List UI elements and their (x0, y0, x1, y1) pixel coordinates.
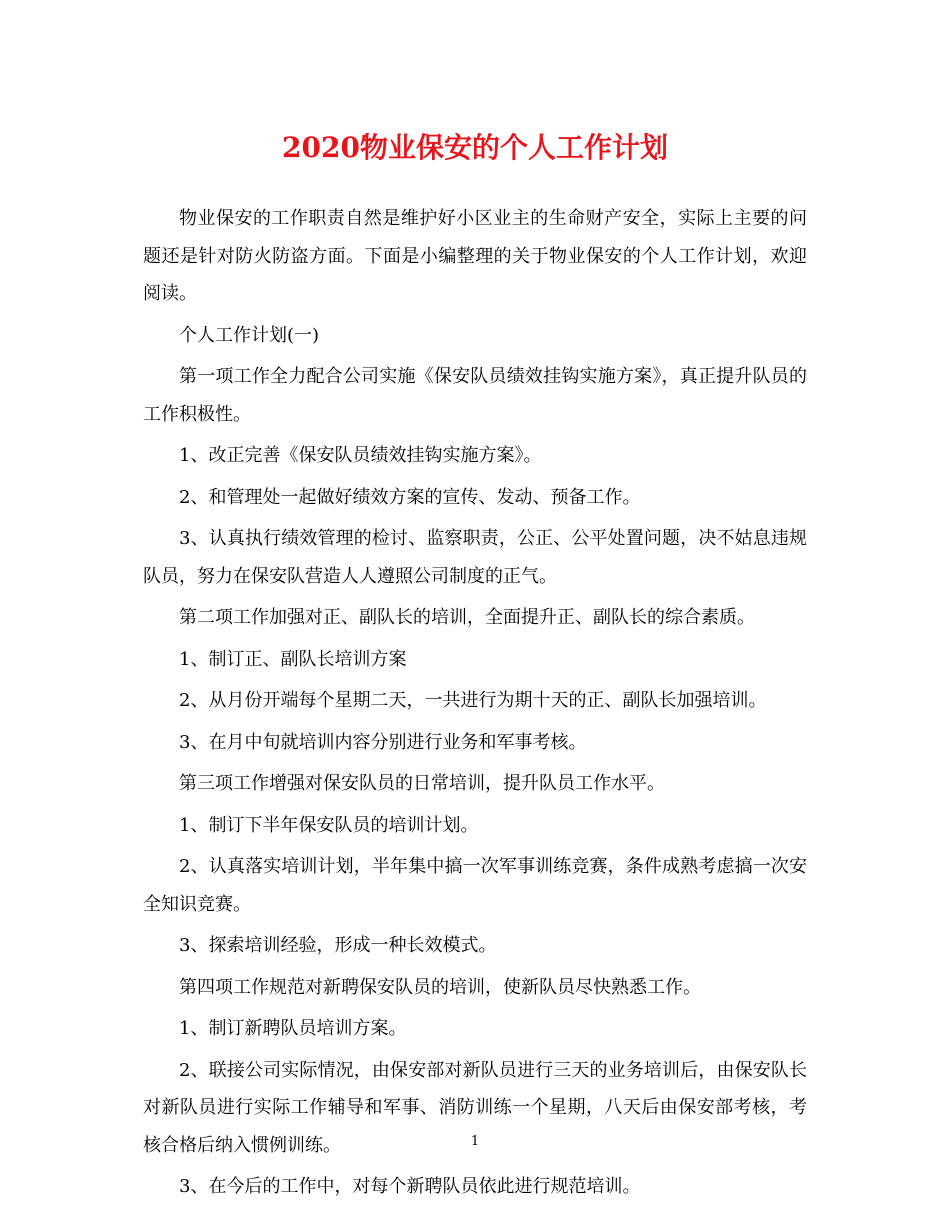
list-item: 1、制订下半年保安队员的培训计划。 (179, 814, 479, 836)
document-title: 2020物业保安的个人工作计划 (282, 131, 668, 164)
list-item: 2、联接公司实际情况，由保安部对新队员进行三天的业务培训后，由保安队长对新队员进行实际工作辅导和军事、消防训练一个星期，八天后由保安部考核，考核合格后纳入惯例训练。 (143, 1059, 807, 1156)
list-item: 2、和管理处一起做好绩效方案的宣传、发动、预备工作。 (179, 486, 641, 508)
list-item: 2、认真落实培训计划，半年集中搞一次军事训练竞赛，条件成熟考虑搞一次安全知识竞赛。 (143, 856, 807, 915)
list-item: 3、探索培训经验，形成一种长效模式。 (179, 935, 497, 956)
paragraph-item-1: 第一项工作全力配合公司实施《保安队员绩效挂钩实施方案》，真正提升队员的工作积极性。 (143, 366, 807, 425)
list-item: 3、在今后的工作中，对每个新聘队员依此进行规范培训。 (179, 1176, 641, 1197)
list-item: 3、在月中旬就培训内容分别进行业务和军事考核。 (179, 731, 587, 753)
list-item: 2、从月份开端每个星期二天，一共进行为期十天的正、副队长加强培训。 (179, 690, 767, 711)
list-item: 3、认真执行绩效管理的检讨、监察职责，公正、公平处置问题，决不姑息违规队员，努力在保安队营造人人遵照公司制度的正气。 (143, 528, 807, 587)
document-body (143, 200, 807, 1210)
list-item: 1、制订新聘队员培训方案。 (179, 1018, 407, 1039)
list-item: 1、改正完善《保安队员绩效挂钩实施方案》。 (179, 445, 542, 466)
section-heading: 个人工作计划(一) (179, 324, 320, 346)
list-item: 1、制订正、副队长培训方案 (179, 648, 407, 670)
paragraph-intro: 物业保安的工作职责自然是维护好小区业主的生命财产安全，实际上主要的问题还是针对防火防盗方面。下面是小编整理的关于物业保安的个人工作计划，欢迎阅读。 (143, 208, 807, 304)
paragraph-item-3: 第三项工作增强对保安队员的日常培训，提升队员工作水平。 (179, 773, 665, 794)
paragraph-item-4: 第四项工作规范对新聘保安队员的培训，使新队员尽快熟悉工作。 (179, 976, 701, 998)
paragraph-item-2: 第二项工作加强对正、副队长的培训，全面提升正、副队长的综合素质。 (179, 607, 755, 628)
page-number: 1 (470, 1134, 480, 1149)
